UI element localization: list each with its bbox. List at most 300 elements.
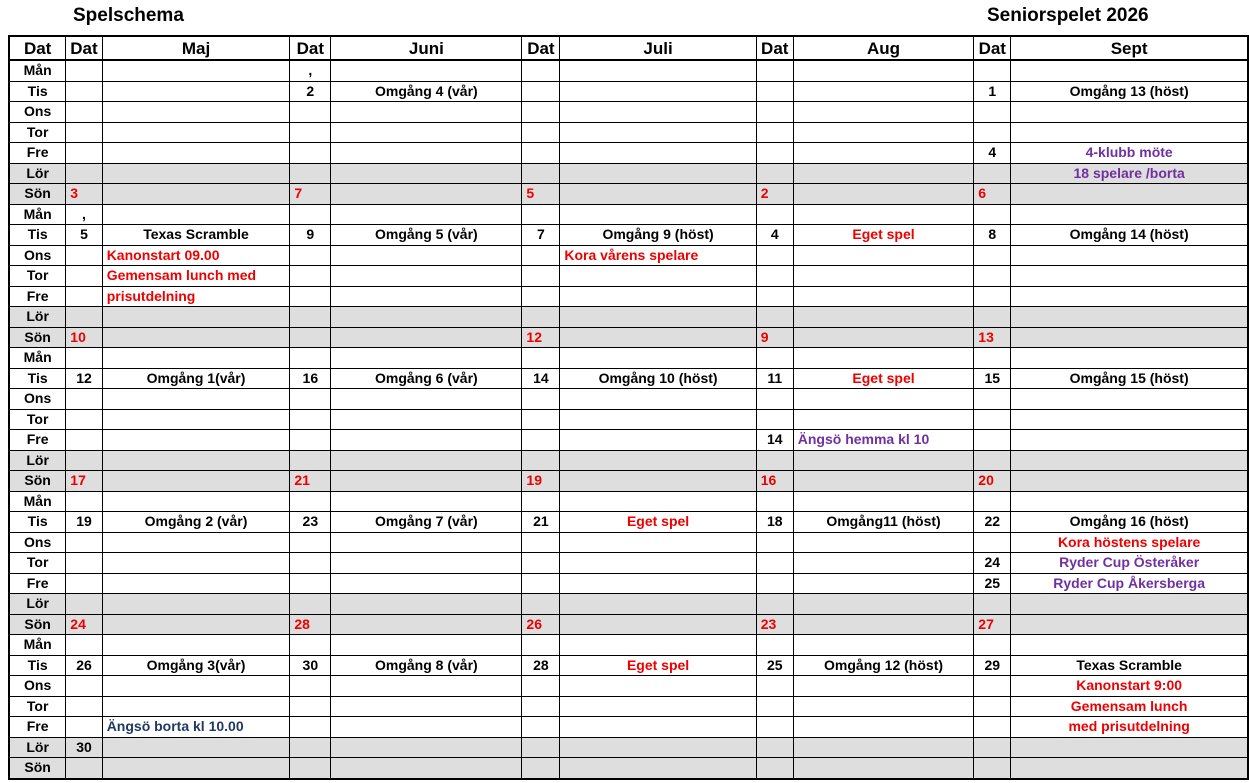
event-cell [331,717,522,738]
date-cell [974,204,1011,225]
event-cell [1011,389,1248,410]
event-cell [793,143,974,164]
date-cell [66,348,102,369]
event-cell [560,286,756,307]
event-cell [1011,307,1248,328]
date-cell: 19 [522,471,560,492]
table-row [9,532,1248,553]
weekday-cell: Ons [9,102,66,123]
event-cell [331,184,522,205]
event-cell [793,60,974,81]
weekday-cell: Sön [9,471,66,492]
event-cell [793,348,974,369]
date-cell [974,245,1011,266]
event-cell [331,286,522,307]
date-cell [756,696,793,717]
date-cell [522,553,560,574]
event-cell [331,532,522,553]
date-cell [756,266,793,287]
event-cell [102,184,290,205]
date-cell [974,102,1011,123]
date-cell: 30 [290,655,331,676]
event-cell [560,717,756,738]
weekday-cell: Fre [9,573,66,594]
date-cell: 7 [290,184,331,205]
header-aug: Aug [793,36,974,60]
table-row [9,491,1248,512]
date-cell [290,573,331,594]
date-cell [522,409,560,430]
event-cell [560,163,756,184]
event-cell [1011,594,1248,615]
date-cell: 2 [756,184,793,205]
event-cell: Texas Scramble [1011,655,1248,676]
event-cell [560,184,756,205]
weekday-cell: Ons [9,245,66,266]
table-row [9,266,1248,287]
date-cell [756,307,793,328]
date-cell: 23 [290,512,331,533]
event-cell [793,553,974,574]
date-cell: 28 [290,614,331,635]
event-cell [560,266,756,287]
date-cell [66,430,102,451]
weekday-cell: Fre [9,430,66,451]
date-cell [66,758,102,779]
event-cell [793,450,974,471]
table-row [9,102,1248,123]
date-cell [290,553,331,574]
date-cell [290,245,331,266]
date-cell: 24 [974,553,1011,574]
date-cell [756,450,793,471]
event-cell [793,594,974,615]
event-cell [560,635,756,656]
date-cell: 23 [756,614,793,635]
date-cell: 27 [974,614,1011,635]
date-cell: 25 [974,573,1011,594]
date-cell [290,594,331,615]
date-cell [66,286,102,307]
date-cell: 13 [974,327,1011,348]
weekday-cell: Lör [9,163,66,184]
event-cell [560,143,756,164]
event-cell [102,60,290,81]
event-cell [793,696,974,717]
date-cell [756,348,793,369]
schedule-title: Seniorspelet 2026 [987,5,1149,26]
event-cell: Kanonstart 09.00 [102,245,290,266]
event-cell: Omgång 13 (höst) [1011,81,1248,102]
weekday-cell: Mån [9,635,66,656]
header-day: Dat [9,36,66,60]
date-cell [522,389,560,410]
date-cell [66,594,102,615]
date-cell [66,717,102,738]
weekday-cell: Lör [9,307,66,328]
event-cell [793,614,974,635]
schedule-body [9,60,1248,779]
table-row [9,60,1248,81]
date-cell [522,491,560,512]
date-cell [522,266,560,287]
page-title: Spelschema [73,5,184,26]
event-cell [102,594,290,615]
event-cell: med prisutdelning [1011,717,1248,738]
date-cell [290,430,331,451]
event-cell: Texas Scramble [102,225,290,246]
weekday-cell: Tis [9,512,66,533]
date-cell [756,286,793,307]
date-cell [974,266,1011,287]
table-row [9,676,1248,697]
event-cell: Ryder Cup Åkersberga [1011,573,1248,594]
event-cell [331,60,522,81]
event-cell [331,635,522,656]
header-dat-juli: Dat [522,36,560,60]
date-cell [66,307,102,328]
date-cell [66,491,102,512]
table-row [9,389,1248,410]
event-cell [102,307,290,328]
date-cell [66,266,102,287]
event-cell [793,163,974,184]
event-cell [102,327,290,348]
date-cell [756,553,793,574]
event-cell: Gemensam lunch [1011,696,1248,717]
date-cell: 16 [290,368,331,389]
date-cell [290,266,331,287]
date-cell [66,60,102,81]
event-cell [1011,266,1248,287]
event-cell [1011,204,1248,225]
date-cell: , [290,60,331,81]
event-cell [793,491,974,512]
table-row [9,307,1248,328]
date-cell: 26 [66,655,102,676]
event-cell [560,348,756,369]
date-cell [756,676,793,697]
event-cell: Ängsö hemma kl 10 [793,430,974,451]
event-cell [793,286,974,307]
event-cell [102,204,290,225]
table-row [9,122,1248,143]
event-cell [1011,286,1248,307]
date-cell: 19 [66,512,102,533]
event-cell [560,758,756,779]
table-row [9,81,1248,102]
date-cell [756,635,793,656]
event-cell [102,696,290,717]
table-row [9,245,1248,266]
date-cell: 21 [522,512,560,533]
event-cell [793,635,974,656]
date-cell [66,81,102,102]
event-cell [331,122,522,143]
event-cell [1011,409,1248,430]
date-cell: 7 [522,225,560,246]
event-cell: Omgång 12 (höst) [793,655,974,676]
event-cell [1011,471,1248,492]
event-cell: Gemensam lunch med [102,266,290,287]
date-cell [522,676,560,697]
event-cell: Kanonstart 9:00 [1011,676,1248,697]
date-cell: 6 [974,184,1011,205]
event-cell [560,614,756,635]
date-cell [756,409,793,430]
event-cell [560,102,756,123]
event-cell [331,737,522,758]
date-cell [522,717,560,738]
date-cell [974,60,1011,81]
event-cell [331,594,522,615]
event-cell: Omgång 10 (höst) [560,368,756,389]
date-cell: 5 [522,184,560,205]
date-cell [66,532,102,553]
event-cell [560,122,756,143]
date-cell: 12 [522,327,560,348]
date-cell [290,737,331,758]
date-cell [756,532,793,553]
weekday-cell: Tis [9,368,66,389]
date-cell [290,122,331,143]
event-cell [331,553,522,574]
event-cell [331,327,522,348]
date-cell [290,532,331,553]
date-cell [756,491,793,512]
event-cell [102,635,290,656]
table-row [9,143,1248,164]
table-row [9,696,1248,717]
event-cell [331,696,522,717]
event-cell [102,389,290,410]
event-cell [1011,758,1248,779]
weekday-cell: Mån [9,60,66,81]
date-cell [522,122,560,143]
date-cell [756,204,793,225]
table-row [9,655,1248,676]
date-cell: 2 [290,81,331,102]
event-cell [102,553,290,574]
date-cell: 20 [974,471,1011,492]
date-cell [66,450,102,471]
header-dat-maj: Dat [66,36,102,60]
date-cell [290,163,331,184]
date-cell [756,389,793,410]
date-cell [522,102,560,123]
header-dat-sept: Dat [974,36,1011,60]
event-cell: Omgång 4 (vår) [331,81,522,102]
event-cell: Omgång 7 (vår) [331,512,522,533]
event-cell: Eget spel [560,655,756,676]
event-cell [793,676,974,697]
event-cell: Omgång 15 (höst) [1011,368,1248,389]
event-cell: Kora vårens spelare [560,245,756,266]
date-cell [756,594,793,615]
event-cell: Omgång 2 (vår) [102,512,290,533]
table-row [9,286,1248,307]
date-cell [290,286,331,307]
event-cell [331,102,522,123]
date-cell [290,307,331,328]
event-cell [793,81,974,102]
date-cell [290,102,331,123]
table-row [9,225,1248,246]
table-row [9,184,1248,205]
date-cell [974,717,1011,738]
date-cell [522,594,560,615]
header-dat-juni: Dat [290,36,331,60]
event-cell [1011,491,1248,512]
weekday-cell: Ons [9,676,66,697]
weekday-cell: Tor [9,122,66,143]
event-cell [102,348,290,369]
event-cell [102,532,290,553]
date-cell [66,143,102,164]
event-cell [102,676,290,697]
event-cell [1011,737,1248,758]
event-cell [1011,60,1248,81]
event-cell [560,737,756,758]
date-cell [66,676,102,697]
weekday-cell: Lör [9,594,66,615]
table-row [9,327,1248,348]
date-cell [974,389,1011,410]
date-cell: 9 [290,225,331,246]
date-cell [974,307,1011,328]
event-cell: Ryder Cup Österåker [1011,553,1248,574]
date-cell: 4 [756,225,793,246]
event-cell [793,758,974,779]
event-cell [331,471,522,492]
table-row [9,204,1248,225]
event-cell [1011,102,1248,123]
header-juli: Juli [560,36,756,60]
event-cell: Omgång 16 (höst) [1011,512,1248,533]
event-cell [793,245,974,266]
event-cell [1011,348,1248,369]
date-cell: 9 [756,327,793,348]
date-cell: 11 [756,368,793,389]
event-cell [331,163,522,184]
date-cell [756,573,793,594]
event-cell: Omgång 14 (höst) [1011,225,1248,246]
event-cell [102,491,290,512]
event-cell [1011,635,1248,656]
weekday-cell: Mån [9,204,66,225]
event-cell [1011,184,1248,205]
event-cell [331,491,522,512]
date-cell [974,532,1011,553]
event-cell [102,614,290,635]
date-cell [974,676,1011,697]
weekday-cell: Lör [9,450,66,471]
date-cell [756,737,793,758]
event-cell [793,471,974,492]
event-cell [331,430,522,451]
date-cell [974,594,1011,615]
event-cell [102,409,290,430]
table-row [9,717,1248,738]
event-cell [793,184,974,205]
header-row [9,36,1248,60]
date-cell [522,60,560,81]
date-cell [290,491,331,512]
event-cell [331,204,522,225]
table-row [9,594,1248,615]
event-cell [560,532,756,553]
event-cell: prisutdelning [102,286,290,307]
date-cell [522,245,560,266]
event-cell [331,143,522,164]
date-cell: 16 [756,471,793,492]
date-cell: 21 [290,471,331,492]
event-cell [1011,450,1248,471]
date-cell [756,60,793,81]
weekday-cell: Tor [9,409,66,430]
event-cell: 4-klubb möte [1011,143,1248,164]
table-row [9,758,1248,779]
event-cell [1011,327,1248,348]
event-cell [793,327,974,348]
date-cell: 17 [66,471,102,492]
event-cell: Eget spel [793,368,974,389]
date-cell: 24 [66,614,102,635]
date-cell [522,737,560,758]
weekday-cell: Sön [9,184,66,205]
event-cell [102,430,290,451]
table-row [9,573,1248,594]
event-cell [331,389,522,410]
event-cell [560,696,756,717]
event-cell [560,327,756,348]
event-cell [102,758,290,779]
date-cell [66,122,102,143]
event-cell [560,676,756,697]
date-cell: 15 [974,368,1011,389]
event-cell [331,614,522,635]
event-cell [560,389,756,410]
event-cell: Omgång 8 (vår) [331,655,522,676]
table-row [9,163,1248,184]
event-cell [793,266,974,287]
date-cell [522,204,560,225]
event-cell: Eget spel [793,225,974,246]
event-cell: Ängsö borta kl 10.00 [102,717,290,738]
weekday-cell: Ons [9,389,66,410]
table-row [9,614,1248,635]
weekday-cell: Tor [9,266,66,287]
date-cell: 10 [66,327,102,348]
event-cell [331,409,522,430]
table-row [9,635,1248,656]
date-cell [522,758,560,779]
event-cell [560,60,756,81]
date-cell [290,450,331,471]
event-cell: Kora höstens spelare [1011,532,1248,553]
event-cell [331,348,522,369]
date-cell: 4 [974,143,1011,164]
event-cell [331,758,522,779]
event-cell [560,81,756,102]
date-cell [974,450,1011,471]
date-cell [756,81,793,102]
date-cell [522,532,560,553]
event-cell [102,471,290,492]
table-row [9,368,1248,389]
event-cell [793,389,974,410]
date-cell [756,717,793,738]
